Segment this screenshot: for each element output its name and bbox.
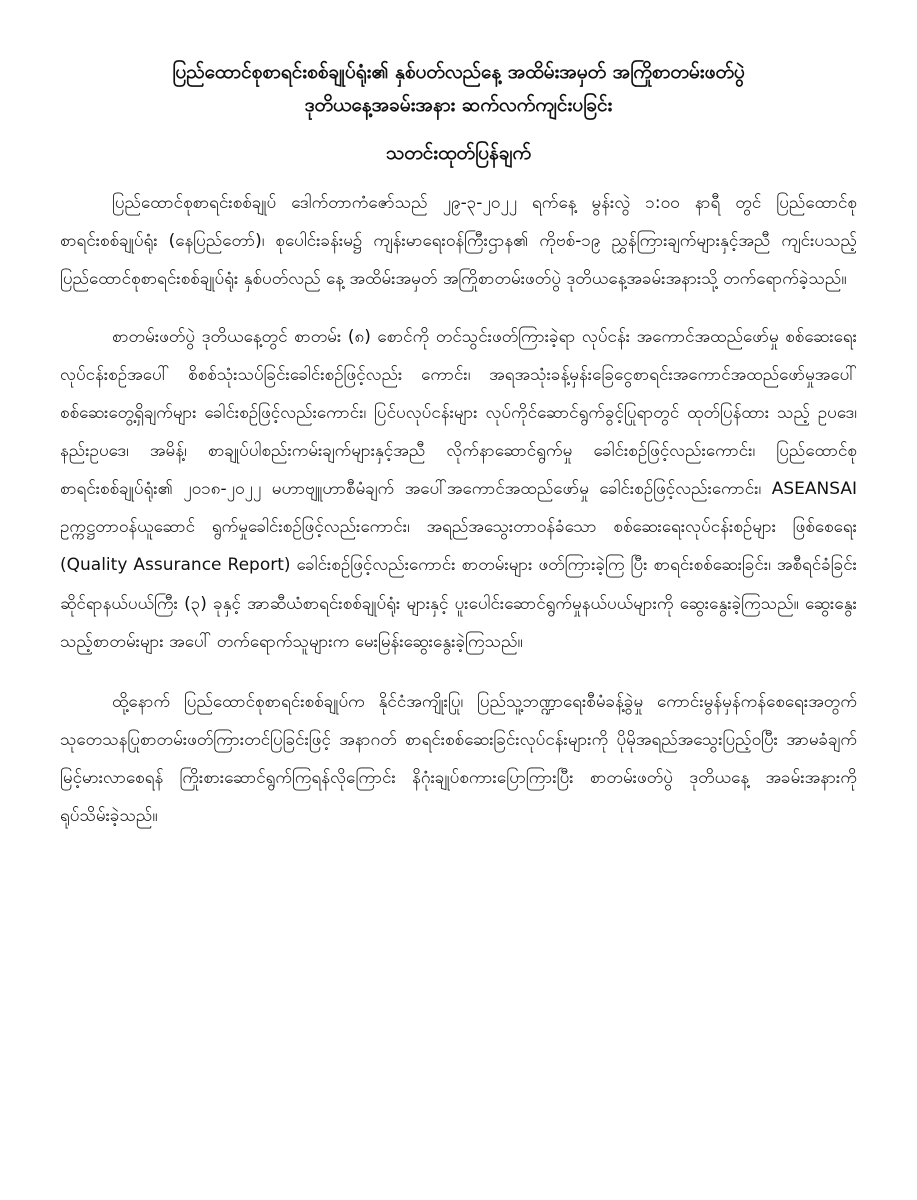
document-subtitle: သတင်းထုတ်ပြန်ချက်: [385, 141, 532, 164]
document-title-line-2: ဒုတိယနေ့အခမ်းအနား ဆက်လက်ကျင်းပခြင်း: [304, 94, 613, 117]
paragraph-1: ပြည်ထောင်စုစာရင်းစစ်ချုပ် ဒေါက်တာကံဇော်သည် ၂၉-၃-၂၀၂၂ ရက်နေ့ မွန်းလွဲ ၁:၀၀ နာရီ တွင် ပြည်ထောင်စုစာရင်းစစ်ချုပ်ရုံး (နေပြည်တော်)၊ စုပေါင်းခန်းမ၌ ကျန်းမာရေးဝန်ကြီးဌာန၏ ကိုဗစ်-၁၉ ညွှန်ကြားချက်များနှင့်အညီ ကျင်းပသည့် ပြည်ထောင်စုစာရင်းစစ်ချုပ်ရုံး နှစ်ပတ်လည် နေ့ အထိမ်းအမှတ် အကြိုစာတမ်းဖတ်ပွဲ ဒုတိယနေ့အခမ်းအနားသို့ တက်ရောက်ခဲ့သည်။: [60, 192, 857, 289]
document-title-line-1: ပြည်ထောင်စုစာရင်းစစ်ချုပ်ရုံး၏ နှစ်ပတ်လည်နေ့ အထိမ်းအမှတ် အကြိုစာတမ်းဖတ်ပွဲ: [172, 61, 745, 83]
paragraph-3: ထို့နောက် ပြည်ထောင်စုစာရင်းစစ်ချုပ်က နိုင်ငံအကျိုးပြု၊ ပြည်သူ့ဘဏ္ဍာရေးစီမံခန့်ခွဲမှု ကောင်းမွန်မှန်ကန်စေရေးအတွက် သုတေသနပြုစာတမ်းဖတ်ကြားတင်ပြခြင်းဖြင့် အနာဂတ် စာရင်းစစ်ဆေးခြင်းလုပ်ငန်းများကို ပိုမိုအရည်အသွေးပြည့်ဝပြီး အာမခံချက် မြင့်မားလာစေရန် ကြိုးစားဆောင်ရွက်ကြရန်လိုကြောင်း နိဂုံးချုပ်စကားပြောကြားပြီး စာတမ်းဖတ်ပွဲ ဒုတိယနေ့ အခမ်းအနားကို ရုပ်သိမ်းခဲ့သည်။: [60, 691, 857, 826]
paragraph-2: စာတမ်းဖတ်ပွဲ ဒုတိယနေ့တွင် စာတမ်း (၈) စောင်ကို တင်သွင်းဖတ်ကြားခဲ့ရာ လုပ်ငန်း အကောင်အထည်ဖော်မှု စစ်ဆေးရေးလုပ်ငန်းစဉ်အပေါ် စိစစ်သုံးသပ်ခြင်းခေါင်းစဉ်ဖြင့်လည်း ကောင်း၊ အရအသုံးခန့်မှန်းခြေငွေစာရင်းအကောင်အထည်ဖော်မှုအပေါ် စစ်ဆေးတွေ့ရှိချက်များ ခေါင်းစဉ်ဖြင့်လည်းကောင်း၊ ပြင်ပလုပ်ငန်းများ လုပ်ကိုင်ဆောင်ရွက်ခွင့်ပြုရာတွင် ထုတ်ပြန်ထား သည့် ဥပဒေ၊ နည်းဥပဒေ၊ အမိန့်၊ စာချုပ်ပါစည်းကမ်းချက်များနှင့်အညီ လိုက်နာဆောင်ရွက်မှု ခေါင်းစဉ်ဖြင့်လည်းကောင်း၊ ပြည်ထောင်စုစာရင်းစစ်ချုပ်ရုံး၏ ၂၀၁၈-၂၀၂၂ မဟာဗျူဟာစီမံချက် အပေါ်အကောင်အထည်ဖော်မှု ခေါင်းစဉ်ဖြင့်လည်းကောင်း၊ ASEANSAI ဥက္ကဋ္ဌတာဝန်ယူဆောင် ရွက်မှုခေါင်းစဉ်ဖြင့်လည်းကောင်း၊ အရည်အသွေးတာဝန်ခံသော စစ်ဆေးရေးလုပ်ငန်းစဉ်များ ဖြစ်စေရေး (Quality Assurance Report) ခေါင်းစဉ်ဖြင့်လည်းကောင်း စာတမ်းများ ဖတ်ကြားခဲ့ကြ ပြီး စာရင်းစစ်ဆေးခြင်း၊ အစီရင်ခံခြင်းဆိုင်ရာနယ်ပယ်ကြီး (၃) ခုနှင့် အာဆီယံစာရင်းစစ်ချုပ်ရုံး များနှင့် ပူးပေါင်းဆောင်ရွက်မှုနယ်ပယ်များကို ဆွေးနွေးခဲ့ကြသည်။ ဆွေးနွေးသည့်စာတမ်းများ အပေါ် တက်ရောက်သူများက မေးမြန်းဆွေးနွေးခဲ့ကြသည်။: [60, 326, 857, 652]
